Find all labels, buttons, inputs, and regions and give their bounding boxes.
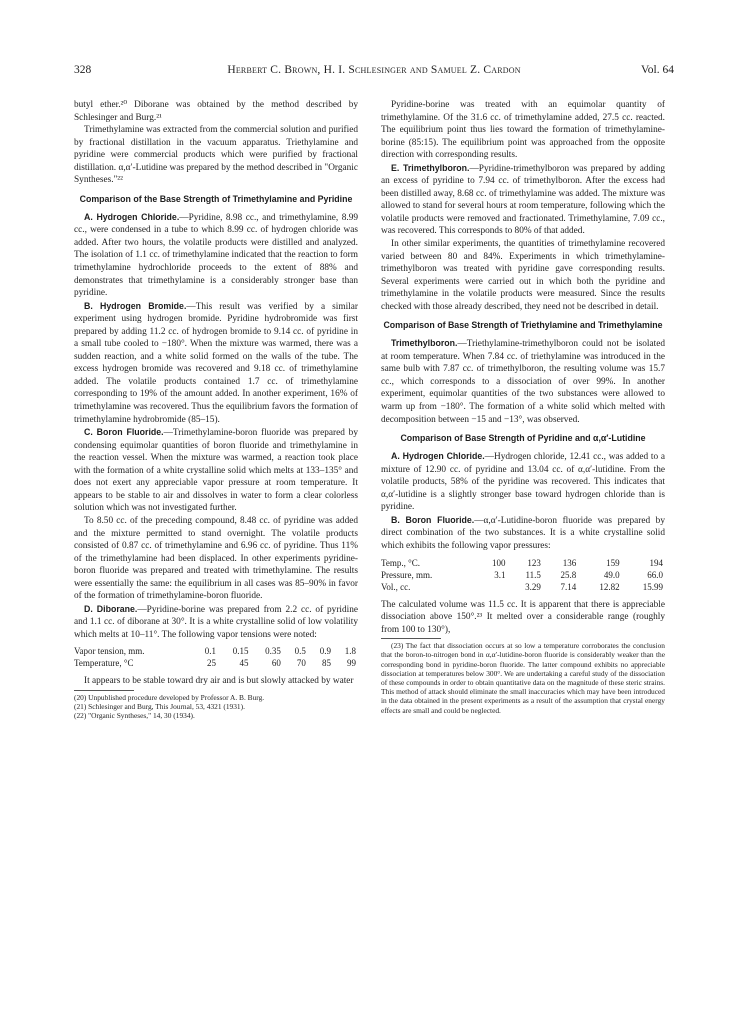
paragraph-text: —Pyridine-trimethylboron was prepared by adding an excess of pyridine to 7.94 cc. of trimethylboron. After the excess had been distilled away, 8.68 cc. of trimethylamine was added. The mixture was allowed to stand for several hours at room temperature, following which the volatile products were removed and fractionated. Trimethylamine, 7.09 cc., was recovered. This corresponds to 80% of that added.	[381, 163, 666, 237]
paragraph: Pyridine-borine was treated with an equimolar quantity of trimethylamine. Of the 31.6 cc. of trimethylamine added, 27.5 cc. reacted. The equilibrium point thus lies toward the formation of trimethylamine-borine (85:15). The equilibrium point was approached from the opposite direction with corresponding results.	[381, 100, 665, 161]
right-column	[381, 99, 665, 715]
section-heading: Comparison of the Base Strength of Trimethylamine and Pyridine	[79, 193, 353, 204]
table-cell: 60	[271, 658, 281, 669]
subsection-label: Trimethylboron.	[391, 338, 458, 349]
table-row	[74, 657, 358, 669]
table-cell: 0.35	[265, 646, 281, 657]
table-cell: 99	[347, 658, 356, 669]
paragraph: The calculated volume was 11.5 cc. It is apparent that there is appreciable dissociation above 150°.²³ It melted over a considerable range (roughly from 100 to 130°),	[381, 599, 665, 635]
paragraph	[381, 450, 665, 514]
footnote: (20) Unpublished procedure developed by Professor A. B. Burg.	[74, 692, 265, 702]
row-label: Temp., °C.	[381, 557, 420, 568]
paragraph	[74, 603, 358, 642]
row-label: Pressure, mm.	[381, 569, 433, 580]
paragraph: butyl ether.²⁰ Diborane was obtained by the method described by Schlesinger and Burg.²¹	[74, 100, 358, 123]
paragraph-text: —Triethylamine-trimethylboron could not be isolated at room temperature. When 7.84 cc. of triethylamine was introduced in the same bulb with 7.87 cc. of trimethylboron, the resulting volume was 15.7 cc., which corresponds to a dissociation of over 99%. In another experiment, equimolar quantities of the two substances were allowed to warm up from −180°. The formation of a white solid which melted with decomposition between −15 and −13°, was observed.	[381, 339, 665, 425]
table-cell: 66.0	[647, 569, 663, 580]
table-cell: 3.29	[525, 581, 541, 592]
paragraph-text: —Hydrogen chloride, 12.41 cc., was added to a mixture of 12.90 cc. of pyridine and 13.04 cc. of α,α′-lutidine. From the volatile products, 58% of the pyridine was recovered. This indicates that α,α′-lutidine is a slightly stronger base toward hydrogen chloride than is pyridine.	[381, 452, 665, 513]
paragraph	[74, 426, 358, 515]
footnote: (23) The fact that dissociation occurs at so low a temperature corroborates the conclusion that the boron-to-nitrogen bond in α,α′-lutidine-boron fluoride is considerably weaker than the corresponding bond in pyridine-boron fluoride. The latter compound exhibits no appreciable dissociation at temperatures below 300°. We are undertaking a careful study of the dissociation of these compounds in order to obtain quantitative data on the magnitude of these steric strains. This method of attack should eliminate the small inaccuracies which may have been introduced in the data obtained in the present experiments as a result of the assumption that crystal energy effects are small and could be neglected.	[381, 641, 665, 715]
paragraph: Trimethylamine was extracted from the commercial solution and purified by fractional distillation in the vacuum apparatus. Triethylamine and pyridine were commercial products which were purified by fractional distillation. α,α′-Lutidine was prepared by the method described in "Organic Syntheses."²²	[74, 125, 358, 186]
paragraph	[381, 337, 665, 426]
table-cell: 11.5	[525, 569, 541, 580]
table-row	[381, 569, 665, 581]
row-label: Vapor tension, mm.	[74, 646, 145, 657]
subsection-label: D. Diborane.	[84, 603, 138, 614]
section-heading: Comparison of Base Strength of Triethylamine and Trimethylamine	[383, 320, 663, 331]
table-row	[74, 645, 358, 657]
table-cell: 25	[207, 658, 217, 669]
paragraph-text: —This result was verified by a similar experiment using hydrogen bromide. Pyridine hydrobromide was first prepared by adding 11.2 cc. of hydrogen bromide to 9.14 cc. of pyridine in a small tube cooled to −180°. When the mixture was warmed, there was a sudden reaction, and a white solid formed on the walls of the tube. The excess hydrogen bromide was recovered and 9.18 cc. of trimethylamine added. The volatile products contained 1.7 cc. of trimethylamine corresponding to 19% of the amount added. In another experiment, 16% of trimethylamine was recovered. Thus the equilibrium favors the formation of trimethylamine hydrobromide (85–15).	[74, 301, 358, 425]
vapor-pressure-table	[381, 557, 665, 593]
paragraph: To 8.50 cc. of the preceding compound, 8.48 cc. of pyridine was added and the mixture permitted to stand overnight. The volatile products consisted of 0.87 cc. of trimethylamine and 6.96 cc. of pyridine. Thus 11% of the trimethylamine had been displaced. In other experiments pyridine-boron fluoride was prepared and treated with trimethylamine. The results were essentially the same: the equilibrium in all cases was 85–90% in favor of the formation of trimethylamine-boron fluoride.	[74, 515, 358, 602]
paragraph-text: —Pyridine-borine was prepared from 2.2 cc. of pyridine and 1.1 cc. of diborane at 30°. It is a white crystalline solid of low volatility which melts at 10–11°. The following vapor tensions were noted:	[74, 604, 359, 640]
table-cell: 12.82	[599, 581, 620, 592]
footnote: (21) Schlesinger and Burg, This Journal, 53, 4321 (1931).	[74, 702, 245, 712]
table-cell: 3.1	[494, 569, 506, 580]
paragraph	[74, 300, 358, 426]
subsection-label: A. Hydrogen Chloride.	[84, 211, 180, 222]
table-cell: 25.8	[560, 569, 577, 580]
subsection-label: B. Hydrogen Bromide.	[84, 300, 187, 311]
table-cell: 0.15	[232, 646, 249, 657]
footnote: (22) "Organic Syntheses," 14, 30 (1934).	[74, 711, 195, 721]
paragraph	[74, 211, 358, 300]
row-label: Temperature, °C	[74, 658, 134, 669]
table-cell: 0.5	[294, 646, 306, 657]
paragraph-text: —Trimethylamine-boron fluoride was prepared by condensing equimolar quantities of boron fluoride and trimethylamine in the reaction vessel. When the mixture was warmed, a reaction took place with the formation of a white crystalline solid which melts at 133–135° and does not exert any appreciable vapor pressure at room temperature. It appears to be stable to air and dissolves in water to form a clear colorless solution which was not investigated further.	[74, 428, 358, 514]
table-cell: 100	[492, 557, 506, 568]
table-cell: 1.8	[344, 646, 356, 657]
table-cell: 123	[527, 557, 541, 568]
table-cell: 194	[649, 557, 663, 568]
table-cell: 136	[562, 557, 577, 568]
paragraph: In other similar experiments, the quantities of trimethylamine recovered varied between 80 and 84%. Experiments in which trimethylamine-trimethylboron was treated with pyridine gave corresponding results. Several experiments were carried out in which both the pyridine and trimethylamine in the volatile products were measured. Since the results checked with those already described, they need not be described in detail.	[381, 239, 665, 312]
table-row	[381, 581, 665, 593]
volume-label: Vol. 64	[640, 64, 674, 76]
table-cell: 15.99	[642, 581, 663, 592]
subsection-label: A. Hydrogen Chloride.	[391, 451, 485, 462]
row-label: Vol., cc.	[381, 581, 411, 592]
section-heading: Comparison of Base Strength of Pyridine and α,α′-Lutidine	[400, 433, 646, 444]
table-cell: 159	[606, 557, 620, 568]
table-cell	[476, 581, 507, 593]
table-cell: 0.9	[319, 646, 331, 657]
page-number: 328	[74, 64, 92, 76]
footnotes	[74, 693, 358, 721]
paragraph	[381, 514, 665, 553]
table-cell: 85	[321, 658, 331, 669]
footnote-divider	[74, 690, 134, 691]
paragraph	[381, 162, 665, 238]
subsection-label: C. Boron Fluoride.	[84, 427, 164, 438]
table-cell: 7.14	[560, 581, 577, 592]
vapor-tension-table	[74, 645, 358, 669]
table-cell: 49.0	[603, 569, 620, 580]
table-cell: 45	[239, 658, 249, 669]
subsection-label: E. Trimethylboron.	[391, 162, 470, 173]
footnote-divider	[381, 638, 441, 639]
paragraph-text: —Pyridine, 8.98 cc., and trimethylamine, 8.99 cc., were condensed in a tube to which 8.99 cc. of hydrogen chloride was added. After two hours, the volatile products were distilled and analyzed. The isolation of 1.1 cc. of trimethylamine indicated that the reaction to form trimethylamine hydrochloride proceeds to the extent of 88% and demonstrates that trimethylamine is a considerably stronger base than pyridine.	[74, 212, 358, 299]
left-column	[74, 99, 358, 721]
subsection-label: B. Boron Fluoride.	[391, 514, 475, 525]
footnotes	[381, 641, 665, 715]
table-cell: 70	[296, 658, 306, 669]
paragraph: It appears to be stable toward dry air and is but slowly attacked by water	[84, 676, 354, 687]
table-row	[381, 557, 665, 569]
paragraph-text: —α,α′-Lutidine-boron fluoride was prepared by direct combination of the two substances. It is a white crystalline solid which exhibits the following vapor pressures:	[381, 515, 665, 551]
table-cell: 0.1	[204, 646, 217, 657]
running-authors: Herbert C. Brown, H. I. Schlesinger and Samuel Z. Cardon	[227, 64, 521, 76]
page-header	[74, 64, 674, 80]
